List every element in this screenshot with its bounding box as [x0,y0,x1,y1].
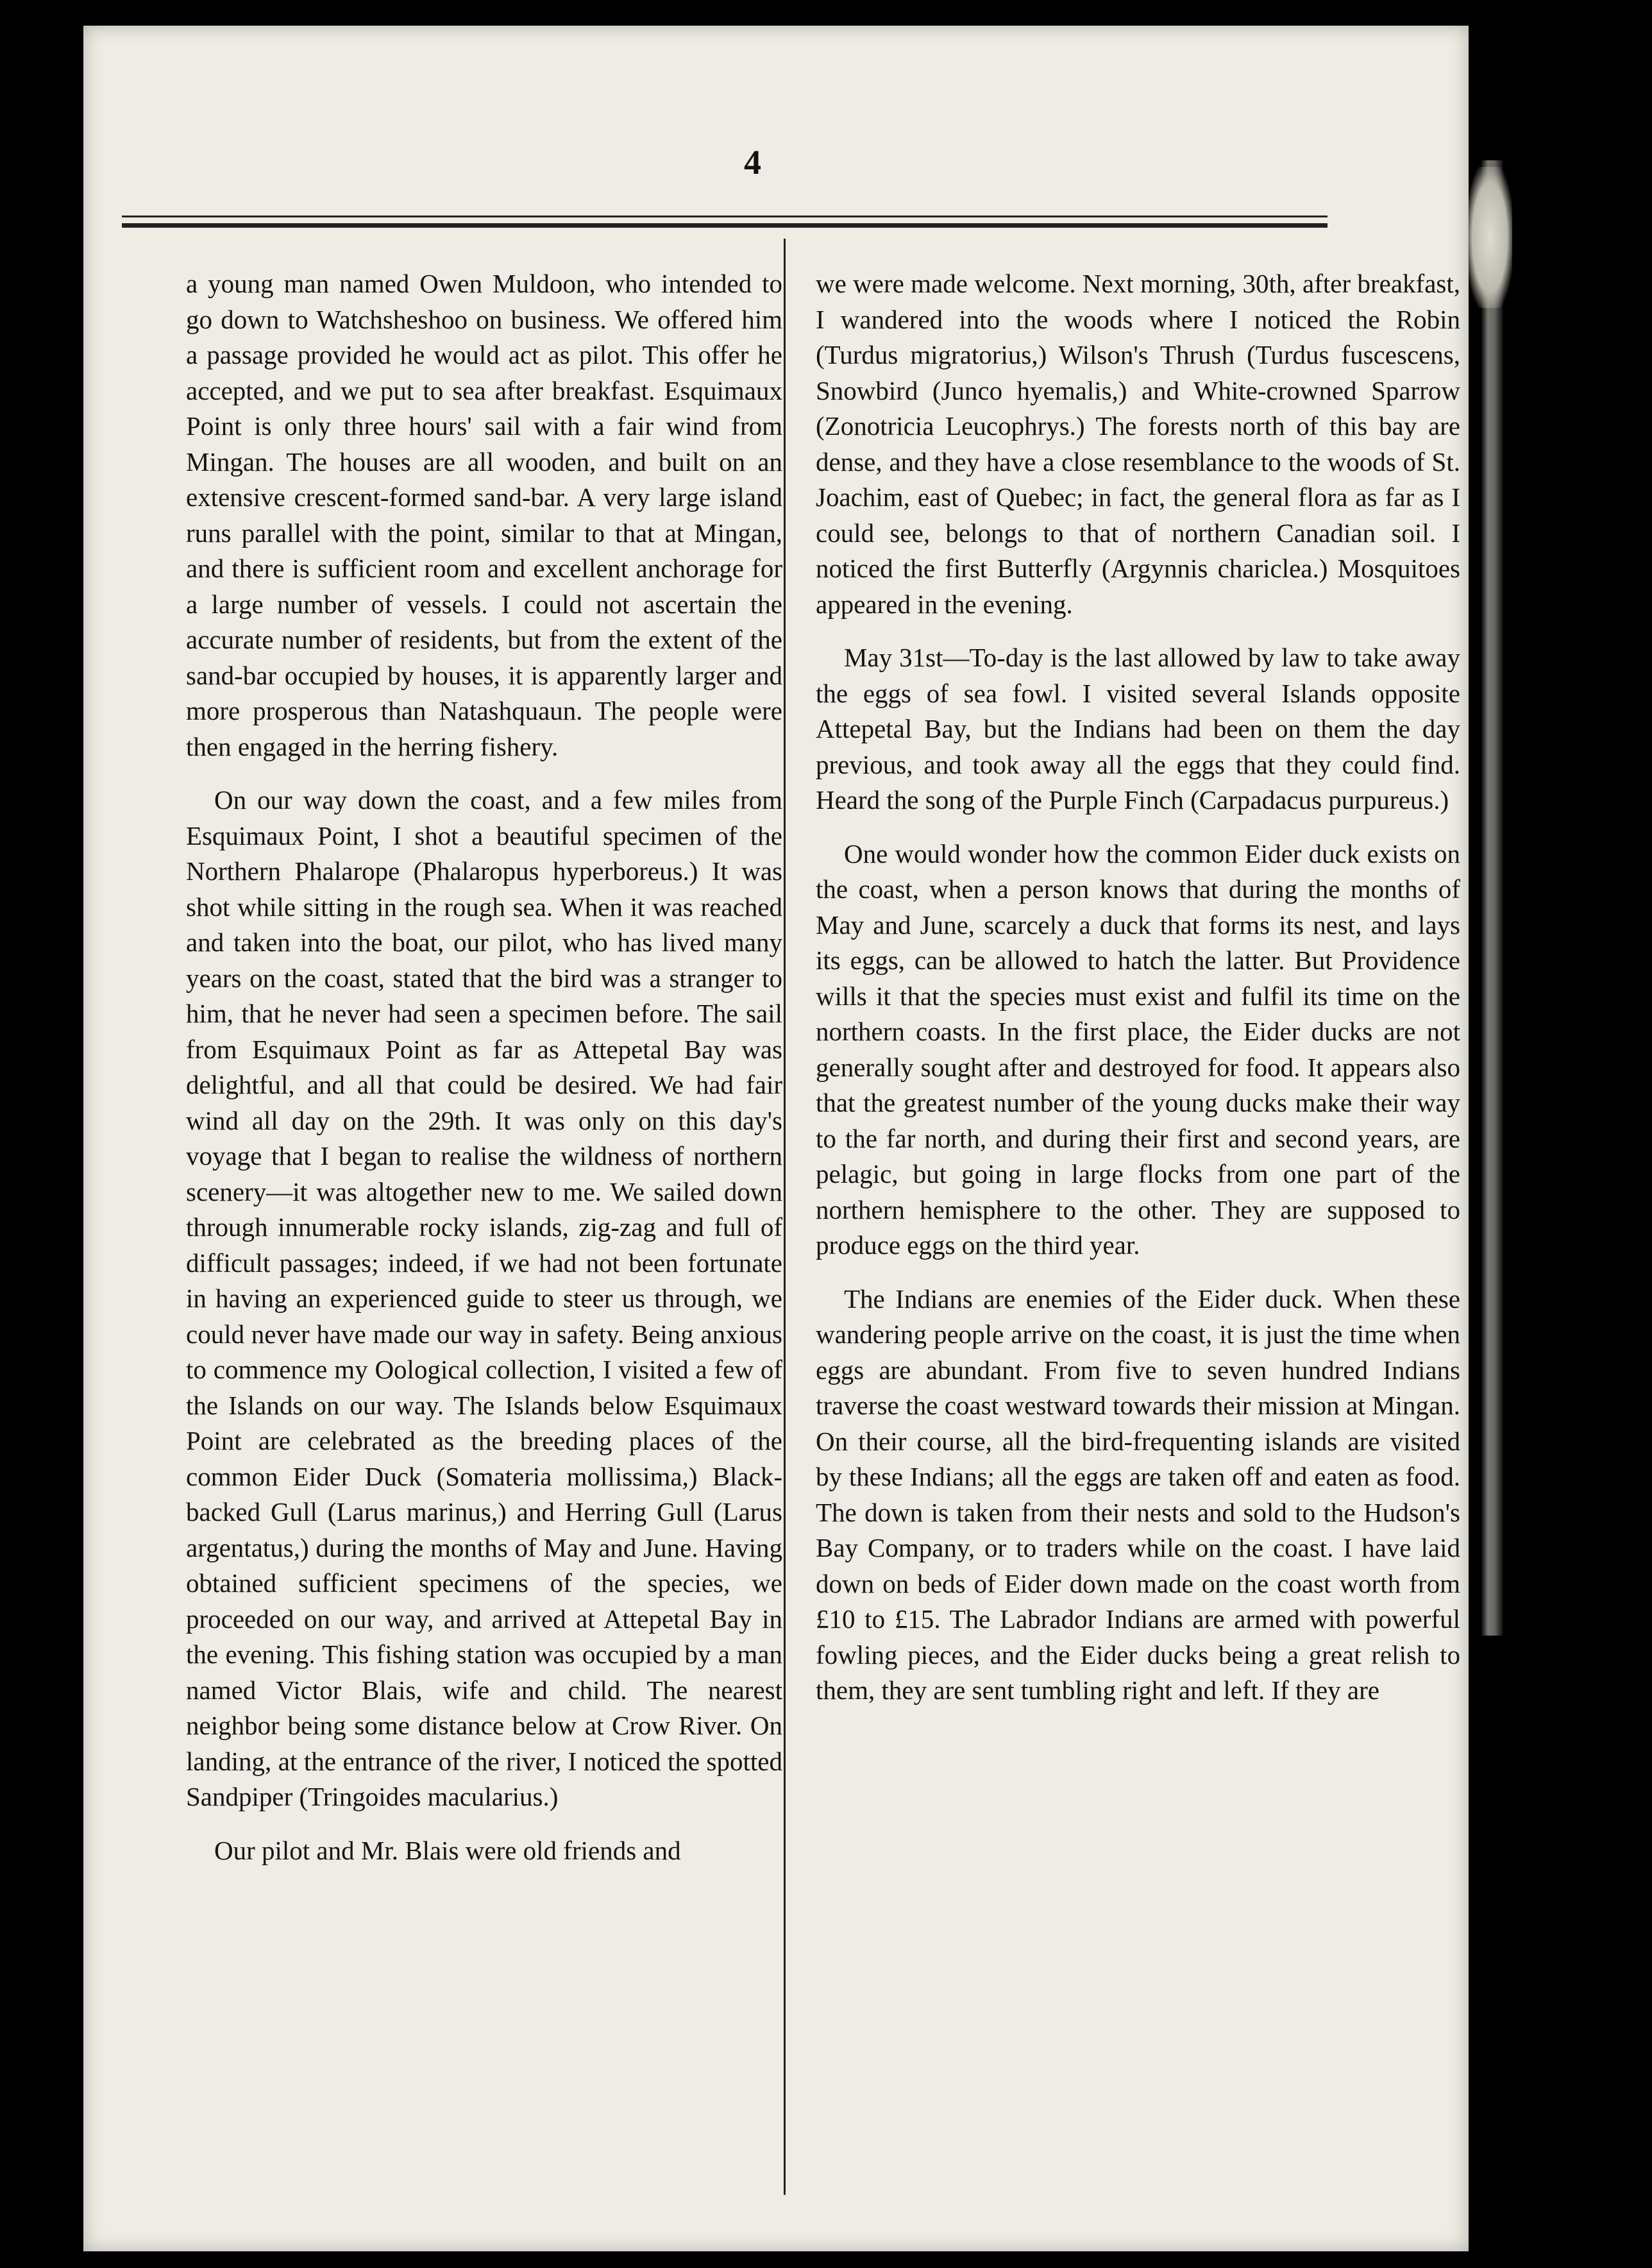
paragraph: we were made welcome. Next morning, 30th, after breakfast, I wandered into the woods where I noticed the Robin (Turdus migratorius,) Wilson's Thrush (Turdus fuscescens, Snowbird (Junco hyemalis,) and White-crowned Sparrow (Zonotricia Leucophrys.) The forests north of this bay are dense, and they have a close resemblance to the woods of St. Joachim, east of Quebec; in fact, the general flora as far as I could see, belongs to that of northern Canadian soil. I noticed the first Butterfly (Argynnis chariclea.) Mosquitoes appeared in the evening. [816,269,1460,619]
header-rule-thick [122,223,1328,228]
paragraph: May 31st—To-day is the last allowed by law to take away the eggs of sea fowl. I visited several Islands opposite Attepetal Bay, but the Indians had been on them the day previous, and took away all the eggs that they could find. Heard the song of the Purple Finch (Carpadacus purpureus.) [816,643,1460,815]
paragraph: One would wonder how the common Eider duck exists on the coast, when a person knows that during the months of May and June, scarcely a duck that forms its nest, and lays its eggs, can be allowed to hatch the latter. But Providence wills it that the species must exist and fulfil its time on the northern coasts. In the first place, the Eider ducks are not generally sought after and destroyed for food. It appears also that the greatest number of the young ducks make their way to the far north, and during their first and second years, are pelagic, but going in large flocks from one part of the northern hemisphere to the other. They are supposed to produce eggs on the third year. [816,838,1460,1260]
paragraph: Our pilot and Mr. Blais were old friends and [214,1835,681,1865]
right-column [816,266,1460,1709]
column-divider [784,239,786,2195]
paragraph: On our way down the coast, and a few miles from Esquimaux Point, I shot a beautiful specimen of the Northern Phalarope (Phalaropus hyperboreus.) It was shot while sitting in the rough sea. When it was reached and taken into the boat, our pilot, who has lived many years on the coast, stated that the bird was a stranger to him, that he never had seen a specimen before. The sail from Esquimaux Point as far as Attepetal Bay was delightful, and all that could be desired. We had fair wind all day on the 29th. It was only on this day's voyage that I began to realise the wildness of northern scenery—it was altogether new to me. We sailed down through innumerable rocky islands, zig-zag and full of difficult passages; indeed, if we had not been fortunate in having an experienced guide to steer us through, we could never have made our way in safety. Being anxious to commence my Oological collection, I visited a few of the Islands on our way. The Islands below Esquimaux Point are celebrated as the breeding places of the common Eider Duck (Somateria mollissima,) Black-backed Gull (Larus marinus,) and Herring Gull (Larus argentatus,) during the months of May and June. Having obtained sufficient specimens of the species, we proceeded on our way, and arrived at Attepetal Bay in the evening. This fishing station was occupied by a man named Victor Blais, wife and child. The nearest neighbor being some distance below at Crow River. On landing, at the entrance of the river, I noticed the spotted Sandpiper (Tringoides macularius.) [186,785,782,1811]
left-column [186,266,782,1868]
paper-tear [1467,167,1512,308]
binding-edge [1481,160,1503,1636]
paragraph: a young man named Owen Muldoon, who intended to go down to Watchsheshoo on business. We offered him a passage provided he would act as pilot. This offer he accepted, and we put to sea after breakfast. Esquimaux Point is only three hours' sail with a fair wind from Mingan. The houses are all wooden, and built on an extensive crescent-formed sand-bar. A very large island runs parallel with the point, similar to that at Mingan, and there is sufficient room and excellent anchorage for a large number of vessels. I could not ascertain the accurate number of residents, but from the extent of the sand-bar occupied by houses, it is apparently larger and more prosperous than Natashquaun. The people were then engaged in the herring fishery. [186,269,782,761]
paragraph: The Indians are enemies of the Eider duck. When these wandering people arrive on the coast, it is just the time when eggs are abundant. From five to seven hundred Indians traverse the coast westward towards their mission at Mingan. On their course, all the bird-frequenting islands are visited by these Indians; all the eggs are taken off and eaten as food. The down is taken from their nests and sold to the Hudson's Bay Company, or to traders while on the coast. I have laid down on beds of Eider down made on the coast worth from £10 to £15. The Labrador Indians are armed with powerful fowling pieces, and the Eider ducks being a great relish to them, they are sent tumbling right and left. If they are [816,1283,1460,1705]
page-number: 4 [744,143,761,182]
header-rule-thin [122,216,1328,217]
